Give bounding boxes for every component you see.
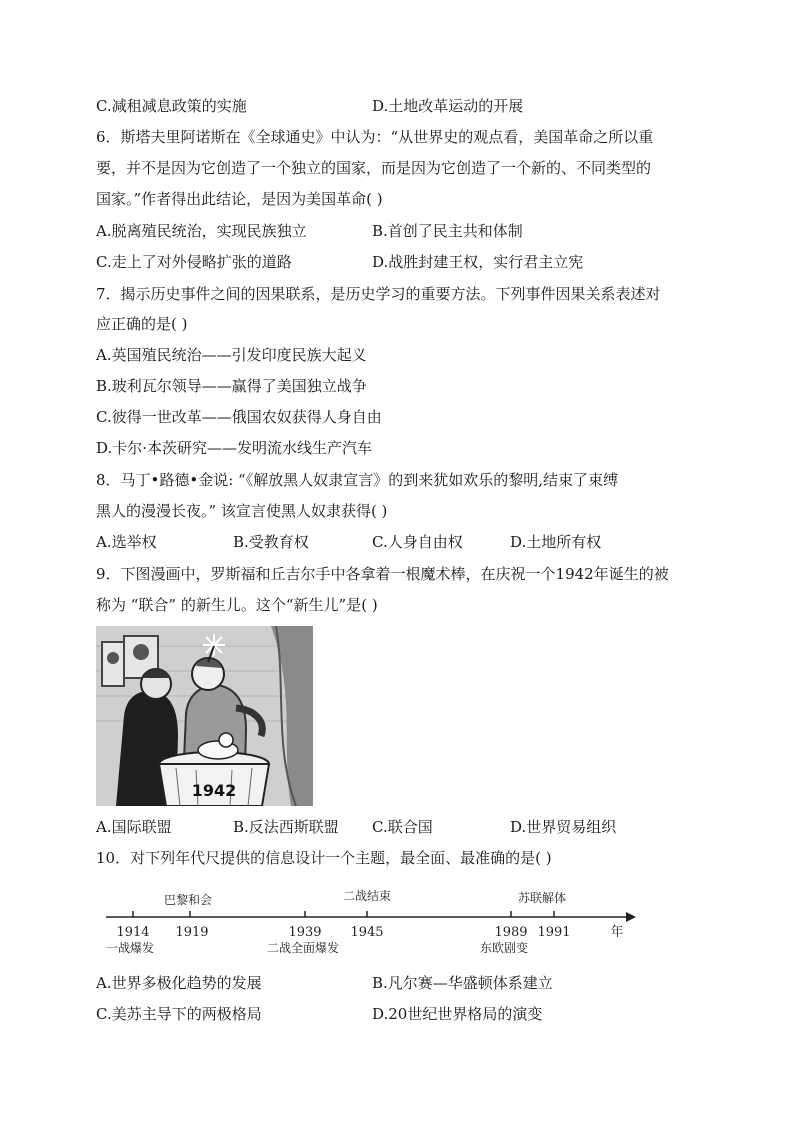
timeline-unit: 年 — [610, 925, 624, 940]
timeline-year: 1989 — [494, 925, 528, 940]
timeline-year: 1914 — [116, 925, 150, 940]
timeline-ruler — [100, 884, 640, 954]
q7-stem-line-1: 7．揭示历史事件之间的因果联系，是历史学习的重要方法。下列事件因果关系表述对 — [96, 285, 661, 303]
q6-option-d: D.战胜封建王权，实行君主立宪 — [372, 253, 584, 271]
q10-option-a: A.世界多极化趋势的发展 — [96, 974, 262, 992]
q9-stem-line-1: 9．下图漫画中，罗斯福和丘吉尔手中各拿着一根魔术棒，在庆祝一个1942年诞生的被 — [96, 565, 669, 583]
q8-option-c: C.人身自由权 — [372, 533, 463, 551]
q6-option-c: C.走上了对外侵略扩张的道路 — [96, 253, 292, 271]
q10-option-d: D.20世纪世界格局的演变 — [372, 1005, 543, 1023]
q6-stem-line-1: 6．斯塔夫里阿诺斯在《全球通史》中认为：“从世界史的观点看，美国革命之所以重 — [96, 128, 654, 146]
q9-stem-line-2: 称为 “联合” 的新生儿。这个“新生儿”是( ) — [96, 596, 378, 614]
q6-option-a: A.脱离殖民统治，实现民族独立 — [96, 222, 307, 240]
q8-stem-line-2: 黑人的漫漫长夜。” 该宣言使黑人奴隶获得( ) — [96, 502, 388, 520]
q7-stem-line-2: 应正确的是( ) — [96, 315, 188, 333]
q7-option-b: B.玻利瓦尔领导——赢得了美国独立战争 — [96, 377, 367, 395]
timeline-year: 1939 — [288, 925, 322, 940]
q7-option-d: D.卡尔·本茨研究——发明流水线生产汽车 — [96, 439, 373, 457]
q6-option-b: B.首创了民主共和体制 — [372, 222, 523, 240]
q5-option-c: C.减租减息政策的实施 — [96, 97, 247, 115]
timeline-year: 1945 — [350, 925, 384, 940]
q6-stem-line-2: 要，并不是因为它创造了一个独立的国家，而是因为它创造了一个新的、不同类型的 — [96, 159, 652, 177]
timeline-label-ww2-end: 二战结束 — [342, 889, 392, 903]
q7-option-c: C.彼得一世改革——俄国农奴获得人身自由 — [96, 408, 382, 426]
timeline-label-ww2-full: 二战全面爆发 — [266, 941, 340, 954]
q8-stem-line-1: 8．马丁•路德•金说: “《解放黑人奴隶宣言》的到来犹如欢乐的黎明,结束了束缚 — [96, 471, 619, 489]
q10-option-c: C.美苏主导下的两极格局 — [96, 1005, 262, 1023]
timeline-label-ussr-collapse: 苏联解体 — [517, 891, 567, 905]
q9-option-c: C.联合国 — [372, 818, 433, 836]
q5-option-d: D.土地改革运动的开展 — [372, 97, 524, 115]
q8-option-b: B.受教育权 — [233, 533, 309, 551]
q8-option-a: A.选举权 — [96, 533, 157, 551]
q8-option-d: D.土地所有权 — [510, 533, 602, 551]
timeline-year: 1991 — [537, 925, 571, 940]
timeline-label-eastern-europe: 东欧剧变 — [479, 941, 529, 954]
timeline-year: 1919 — [175, 925, 209, 940]
q9-option-a: A.国际联盟 — [96, 818, 172, 836]
political-cartoon-image — [96, 626, 313, 806]
timeline-label-ww1-start: 一战爆发 — [105, 941, 155, 954]
cartoon-crib-label: 1942 — [191, 781, 237, 800]
q7-option-a: A.英国殖民统治——引发印度民族大起义 — [96, 346, 367, 364]
q6-stem-line-3: 国家。”作者得出此结论，是因为美国革命( ) — [96, 190, 383, 208]
q10-option-b: B.凡尔赛—华盛顿体系建立 — [372, 974, 553, 992]
q9-option-b: B.反法西斯联盟 — [233, 818, 339, 836]
q9-option-d: D.世界贸易组织 — [510, 818, 617, 836]
timeline-label-paris: 巴黎和会 — [163, 893, 213, 907]
q10-stem: 10．对下列年代尺提供的信息设计一个主题，最全面、最准确的是( ) — [96, 849, 552, 867]
